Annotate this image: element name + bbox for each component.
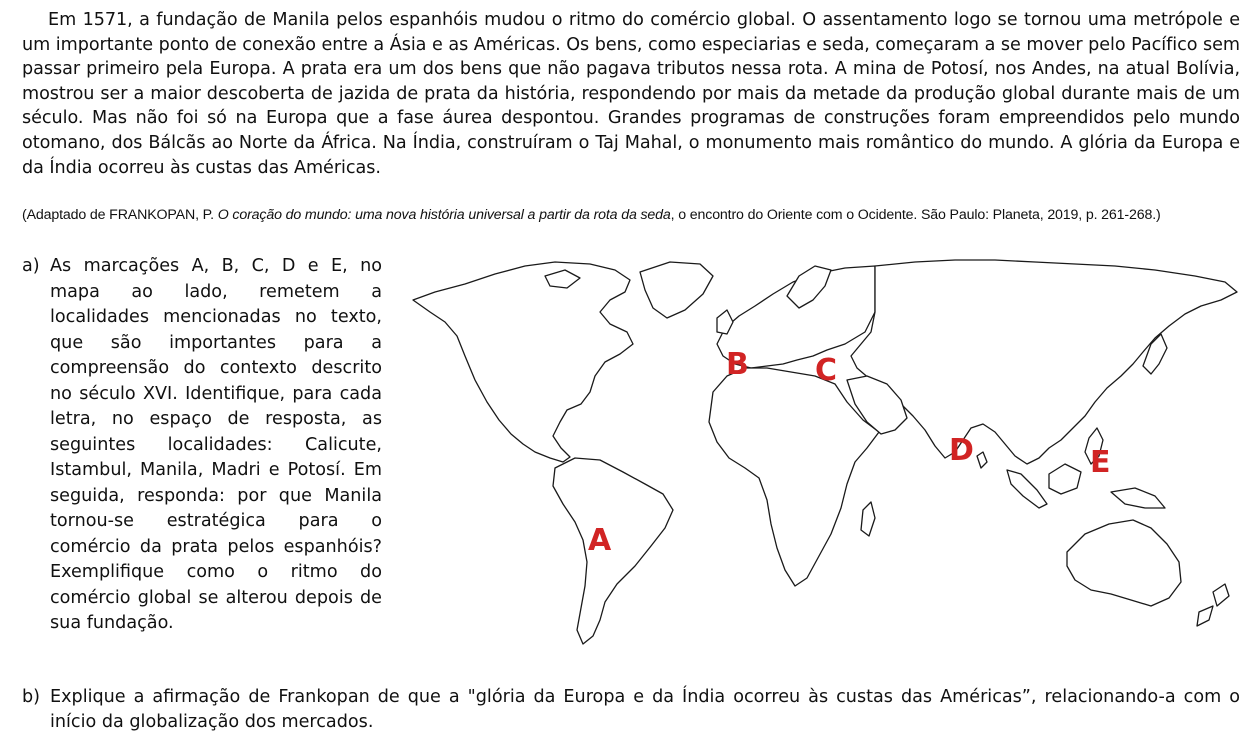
new-zealand-south-shape — [1197, 606, 1213, 626]
sumatra-shape — [1007, 470, 1047, 508]
question-a-marker: a) — [22, 256, 40, 276]
world-map — [395, 252, 1245, 662]
map-label-b: B — [726, 347, 749, 382]
map-label-e: E — [1090, 445, 1111, 480]
question-b-marker: b) — [22, 687, 41, 707]
australia-shape — [1067, 520, 1181, 606]
question-a-text: As marcações A, B, C, D e E, no mapa ao lado, remetem a localidades mencionadas no texto, que são importantes para a compreensão do contexto descrito no século XVI. Identifique, para cada letra, no espaço de resposta, as seguintes localidades: Calicute, Istambul, Manila, Madri e Potosí. Em seguida, responda: por que Manila tornou-se estratégica para o comércio da prata pelos espanhóis? Exemplifique como o ritmo do comércio global se alterou depois de sua fundação. — [50, 256, 382, 633]
citation-title: O coração do mundo: uma nova história universal a partir da rota da seda — [217, 207, 671, 223]
north-america-shape — [413, 262, 633, 462]
madagascar-shape — [861, 502, 875, 536]
new-zealand-shape — [1213, 584, 1229, 606]
citation-suffix: , o encontro do Oriente com o Ocidente. São Paulo: Planeta, 2019, p. 261-268.) — [670, 207, 1161, 223]
question-b — [22, 685, 1240, 734]
world-map-svg — [395, 252, 1245, 662]
source-passage — [22, 8, 1240, 180]
map-label-a: A — [588, 523, 612, 558]
greenland-shape — [640, 262, 713, 318]
passage-text: Em 1571, a fundação de Manila pelos espanhóis mudou o ritmo do comércio global. O assentamento logo se tornou uma metrópole e um importante ponto de conexão entre a Ásia e as Américas. Os bens, como especiarias e seda, começaram a se mover pelo Pacífico sem passar primeiro pela Europa. A prata era um dos bens que não pagava tributos nessa rota. A mina de Potosí, nos Andes, na atual Bolívia, mostrou ser a maior descoberta de jazida de prata da história, respondendo por mais da metade da produção global durante mais de um século. Mas não foi só na Europa que a fase áurea despontou. Grandes programas de construções foram empreendidos pelo mundo otomano, dos Bálcãs ao Norte da África. Na Índia, construíram o Taj Mahal, o monumento mais romântico do mundo. A glória da Europa e da Índia ocorreu às custas das Américas. — [22, 10, 1240, 178]
map-label-d: D — [949, 433, 974, 468]
map-label-c: C — [815, 353, 838, 388]
citation-prefix: (Adaptado de FRANKOPAN, P. — [22, 207, 218, 223]
question-b-text: Explique a afirmação de Frankopan de que a "glória da Europa e da Índia ocorreu às custas das Américas”, relacionando-a com o início da globalização dos mercados. — [50, 687, 1240, 732]
citation — [22, 205, 1242, 225]
south-america-shape — [553, 458, 673, 644]
asia-shape — [851, 260, 1237, 464]
sri-lanka-shape — [977, 452, 987, 468]
question-a — [22, 254, 382, 637]
borneo-shape — [1049, 464, 1081, 494]
new-guinea-shape — [1111, 488, 1165, 508]
